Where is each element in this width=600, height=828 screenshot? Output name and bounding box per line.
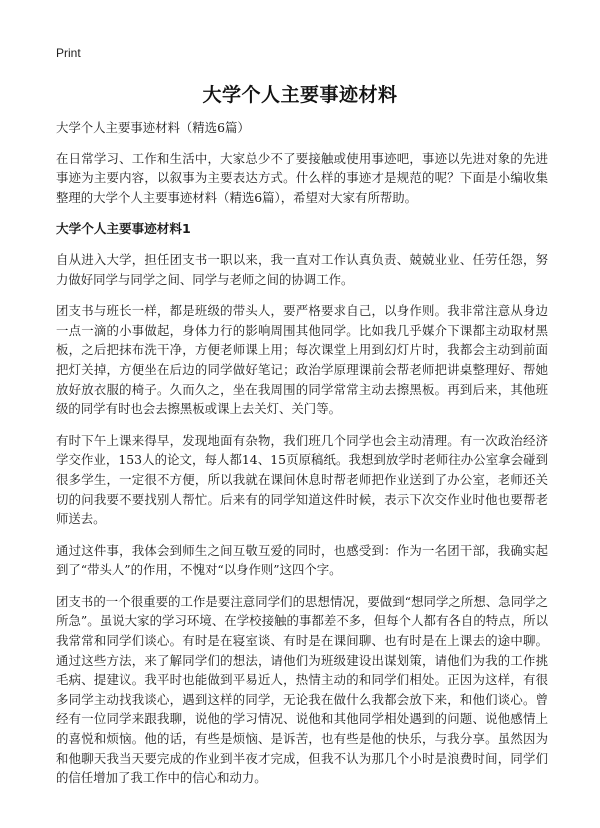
body-paragraph: 有时下午上课来得早，发现地面有杂物，我们班几个同学也会主动清理。有一次政治经济学交作业，153人的论文，每人都14、15页原稿纸。我想到放学时老师往办公室拿会碰到很多学生，一定很不方便，所以我就在课间休息时帮老师把作业送到了办公室，老师还关切的问我要不要找别人帮忙。后来有的同学知道这件时候，表示下次交作业时他也要帮老师送去。 <box>56 432 548 527</box>
page-title: 大学个人主要事迹材料 <box>202 84 398 106</box>
intro-paragraph: 在日常学习、工作和生活中，大家总少不了要接触或使用事迹吧，事迹以先进对象的先进事迹为主要内容，以叙事为主要表达方式。什么样的事迹才是规范的呢？下面是小编收集整理的大学个人主要事迹材料（精选6篇），希望对大家有所帮助。 <box>56 150 548 205</box>
article-subtitle: 大学个人主要事迹材料（精选6篇） <box>56 120 250 135</box>
body-paragraph: 团支书的一个很重要的工作是要注意同学们的思想情况，要做到“想同学之所想、急同学之所急”。虽说大家的学习环境、在学校接触的事都差不多，但每个人都有各自的特点，所以我常常和同学们谈心。有时是在寝室谈、有时是在课间聊、也有时是在上课去的途中聊。通过这些方法，来了解同学们的想法，请他们为班级建设出谋划策，请他们为我的工作挑毛病、提建议。我平时也能做到平易近人，热情主动的和同学们相处。正因为这样，有很多同学主动找我谈心，遇到这样的同学，无论我在做什么我都会放下来，和他们谈心。曾经有一位同学来跟我聊，说他的学习情况、说他和其他同学相处遇到的问题、说他感情上的喜悦和烦恼。他的话，有些是烦恼、是诉苦，也有些是他的快乐，与我分享。虽然因为和他聊天我当天要完成的作业到半夜才完成，但我不认为那几个小时是浪费时间，同学们的信任增加了我工作中的信心和动力。 <box>56 593 548 786</box>
body-paragraph: 自从进入大学，担任团支书一职以来，我一直对工作认真负责、兢兢业业、任劳任怨，努力做好同学与同学之间、同学与老师之间的协调工作。 <box>56 251 548 287</box>
body-paragraph: 通过这件事，我体会到师生之间互敬互爱的同时，也感受到：作为一名团干部，我确实起到了“带头人”的作用，不愧对“以身作则”这四个字。 <box>56 542 548 578</box>
article-body <box>56 118 548 800</box>
section-heading: 大学个人主要事迹材料1 <box>56 221 191 237</box>
body-paragraph: 团支书与班长一样，都是班级的带头人，要严格要求自己，以身作则。我非常注意从身边一点一滴的小事做起，身体力行的影响周围其他同学。比如我几乎媒介下课都主动取材黑板，之后把抹布洗干净，方便老师课上用；每次课堂上用到幻灯片时，我都会主动到前面把灯关掉，方便坐在后边的同学做好笔记；政治学原理课前会帮老师把讲桌整理好、帮她放好放衣服的椅子。久而久之，坐在我周围的同学常常主动去擦黑板。再到后来，其他班级的同学有时也会去擦黑板或课上去关灯、关门等。 <box>56 303 548 417</box>
print-link[interactable]: Print <box>56 46 81 60</box>
